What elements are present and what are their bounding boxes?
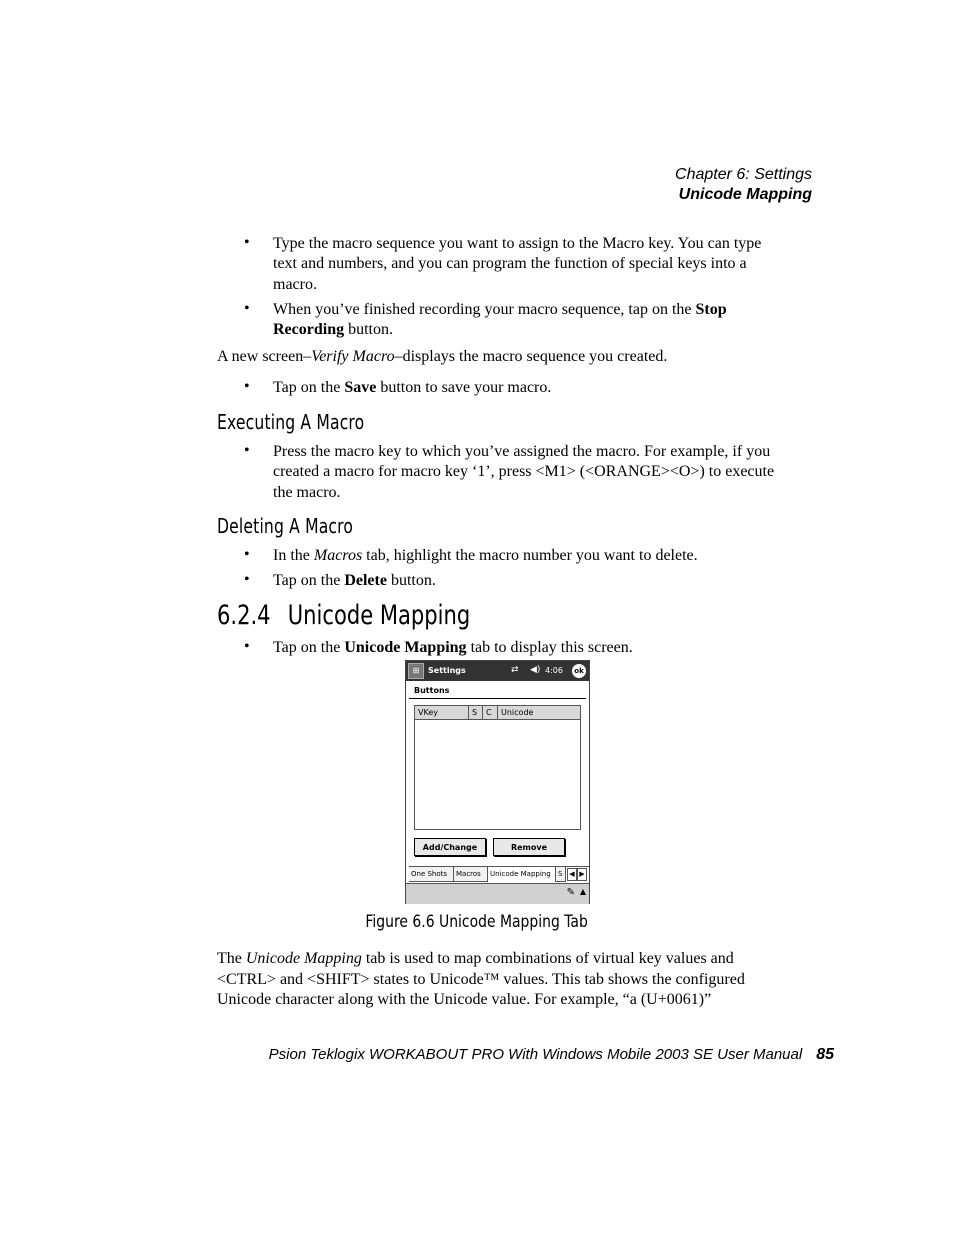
bullet-marker: •: [244, 571, 250, 588]
section-number: 6.2.4: [217, 600, 271, 631]
bullet-save: Tap on the Save button to save your macro.: [273, 379, 552, 396]
bullet-delete-2: Tap on the Delete button.: [273, 572, 436, 589]
bullet-finish-recording: When you’ve finished recording your macro sequence, tap on the Stop Recording button.: [273, 301, 727, 339]
unicode-mapping-description: The Unicode Mapping tab is used to map combinations of virtual key values and <CTRL> and <SHIFT> states to Unicode™ values. This tab shows the configured Unicode character along with the Unicode value. For example, “a (U+0061)”: [217, 950, 745, 1008]
connectivity-icon[interactable]: ⇄: [511, 665, 519, 675]
remove-button[interactable]: Remove: [493, 838, 565, 856]
window-title: Settings: [428, 666, 466, 675]
running-header-section: Unicode Mapping: [678, 186, 812, 203]
tab-one-shots[interactable]: One Shots: [409, 867, 454, 882]
tab-macros[interactable]: Macros: [454, 867, 488, 882]
column-header-vkey[interactable]: VKey: [415, 706, 469, 720]
running-header-chapter: Chapter 6: Settings: [675, 166, 812, 183]
section-heading: [217, 600, 470, 631]
bullet-delete-1: In the Macros tab, highlight the macro number you want to delete.: [273, 547, 698, 564]
clock[interactable]: 4:06: [545, 666, 563, 675]
unicode-mapping-list[interactable]: [414, 705, 581, 830]
section-title: Unicode Mapping: [287, 600, 471, 631]
tab-overflow[interactable]: S: [556, 867, 566, 882]
bullet-marker: •: [244, 378, 250, 395]
bullet-marker: •: [244, 638, 250, 655]
bullet-marker: •: [244, 300, 250, 317]
add-change-button[interactable]: Add/Change: [414, 838, 486, 856]
tab-strip: [409, 866, 589, 883]
page-number: 85: [816, 1046, 834, 1063]
menu-bar: [406, 883, 589, 904]
bullet-type-macro: Type the macro sequence you want to assign to the Macro key. You can type text and numbers, and you can program the function of special keys into a macro.: [273, 235, 762, 293]
start-menu-icon[interactable]: ⊞: [408, 663, 424, 679]
bullet-marker: •: [244, 234, 250, 251]
column-header-ctrl[interactable]: C: [483, 706, 498, 720]
tab-scroll-left-icon[interactable]: ◀: [567, 868, 577, 881]
bullet-tap-unicode: Tap on the Unicode Mapping tab to display this screen.: [273, 639, 633, 656]
title-bar: [406, 661, 589, 681]
tab-unicode-mapping[interactable]: Unicode Mapping: [488, 867, 556, 882]
device-screenshot: [405, 660, 590, 904]
page-subtitle: Buttons: [414, 686, 450, 695]
bullet-execute-macro: Press the macro key to which you’ve assigned the macro. For example, if you created a macro for macro key ‘1’, press <M1> (<ORANGE><O>) to execute the macro.: [273, 443, 775, 501]
heading-executing-macro: Executing A Macro: [217, 410, 365, 434]
page-footer: [269, 1046, 834, 1064]
ok-button[interactable]: ok: [572, 664, 586, 678]
divider: [409, 698, 586, 699]
heading-deleting-macro: Deleting A Macro: [217, 514, 354, 538]
input-panel-icon[interactable]: ✎: [566, 887, 575, 898]
input-panel-arrow-icon[interactable]: ▲: [579, 887, 586, 896]
bullet-marker: •: [244, 442, 250, 459]
column-header-unicode[interactable]: Unicode: [498, 706, 580, 720]
volume-icon[interactable]: ◀): [530, 665, 541, 675]
verify-macro-paragraph: A new screen–Verify Macro–displays the macro sequence you created.: [217, 348, 668, 365]
tab-scroll-right-icon[interactable]: ▶: [577, 868, 587, 881]
footer-title: Psion Teklogix WORKABOUT PRO With Windows Mobile 2003 SE User Manual: [268, 1046, 803, 1063]
column-header-shift[interactable]: S: [469, 706, 483, 720]
figure-caption: Figure 6.6 Unicode Mapping Tab: [365, 912, 589, 932]
bullet-marker: •: [244, 546, 250, 563]
